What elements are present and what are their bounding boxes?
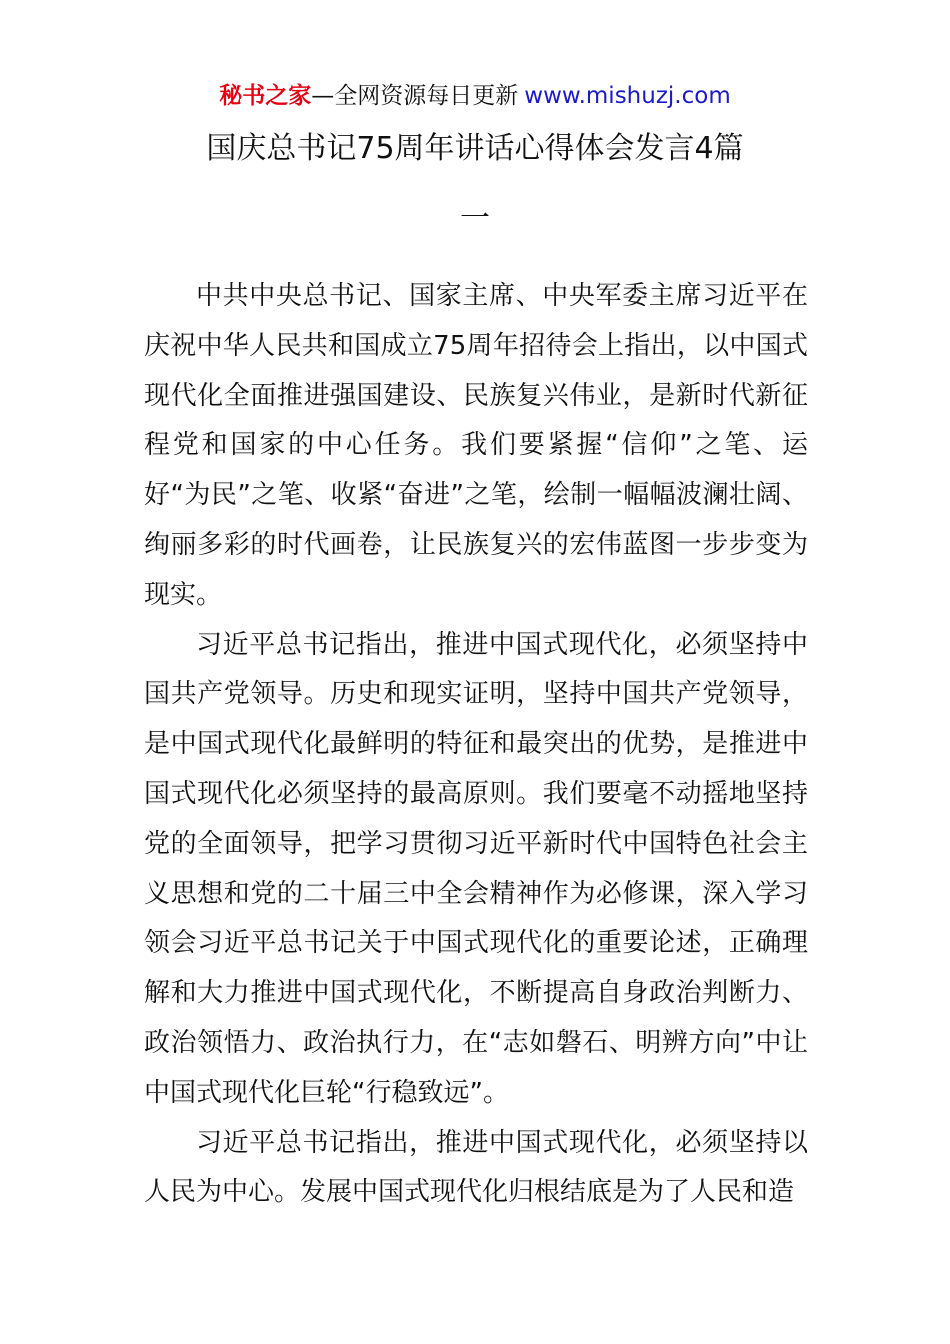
site-header [0,80,950,112]
site-url-link[interactable]: www.mishuzj.com [524,83,731,109]
site-slogan: —全网资源每日更新 [311,83,519,109]
site-brand: 秘书之家 [219,83,312,109]
document-body [144,272,808,1218]
paragraph: 中共中央总书记、国家主席、中央军委主席习近平在庆祝中华人民共和国成立75周年招待会上指出，以中国式现代化全面推进强国建设、民族复兴伟业，是新时代新征程党和国家的中心任务。我们要紧握“信仰”之笔、运好“为民”之笔、收紧“奋进”之笔，绘制一幅幅波澜壮阔、绚丽多彩的时代画卷，让民族复兴的宏伟蓝图一步步变为现实。 [144,281,808,610]
paragraph: 习近平总书记指出，推进中国式现代化，必须坚持中国共产党领导。历史和现实证明，坚持中国共产党领导，是中国式现代化最鲜明的特征和最突出的优势，是推进中国式现代化必须坚持的最高原则。我们要毫不动摇地坚持党的全面领导，把学习贯彻习近平新时代中国特色社会主义思想和党的二十届三中全会精神作为必修课，深入学习领会习近平总书记关于中国式现代化的重要论述，正确理解和大力推进中国式现代化，不断提高自身政治判断力、政治领悟力、政治执行力，在“志如磐石、明辨方向”中让中国式现代化巨轮“行稳致远”。 [144,629,808,1108]
section-number: 一 [460,201,490,236]
document-title: 国庆总书记75周年讲话心得体会发言4篇 [206,131,744,166]
paragraph: 习近平总书记指出，推进中国式现代化，必须坚持以人民为中心。发展中国式现代化归根结底是为了人民和造 [144,1127,808,1208]
